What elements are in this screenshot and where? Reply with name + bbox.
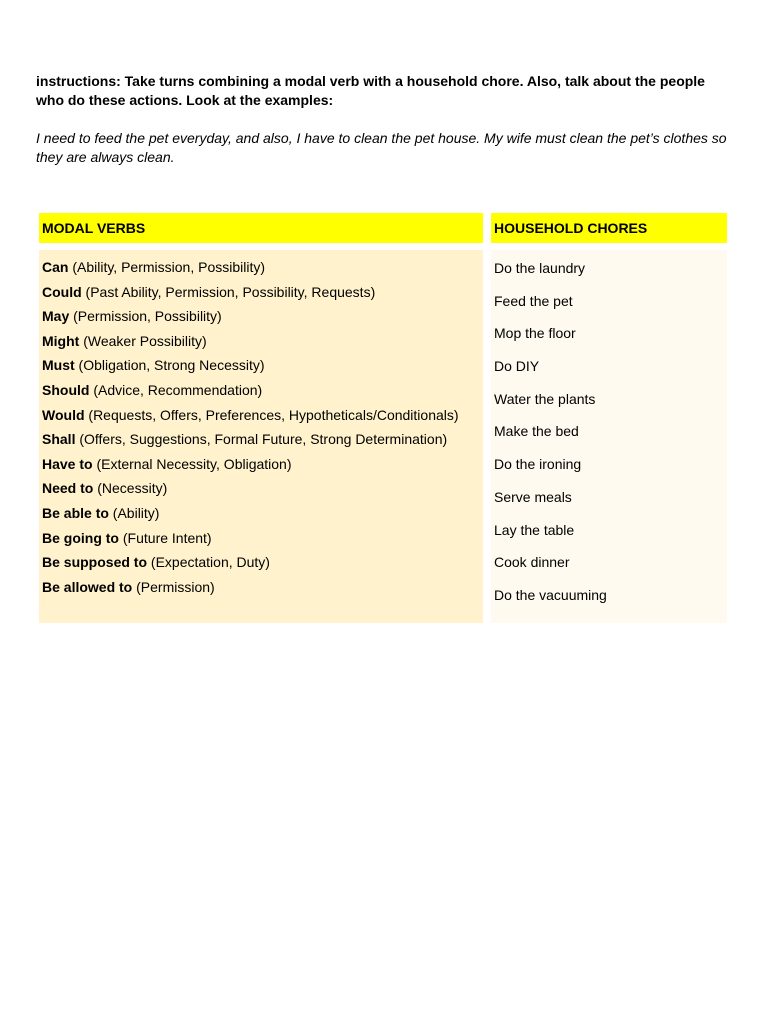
modal-meaning: (Expectation, Duty) <box>147 554 270 571</box>
chore-item: Make the bed <box>494 423 579 440</box>
modal-meaning: (Ability, Permission, Possibility) <box>68 259 266 275</box>
chore-item: Serve meals <box>494 488 572 505</box>
modal-verb: Could <box>42 283 82 300</box>
modal-verb-item <box>42 452 459 477</box>
modal-verb: Shall <box>42 431 76 448</box>
modal-verb-item <box>42 255 459 280</box>
household-chores-cell <box>491 250 727 623</box>
chore-item: Feed the pet <box>494 292 573 309</box>
modal-meaning: (Obligation, Strong Necessity) <box>74 357 265 374</box>
modal-verb: Have to <box>42 455 93 472</box>
chore-item: Mop the floor <box>494 325 576 342</box>
modal-verb-item <box>42 501 459 526</box>
modal-verbs-list <box>42 255 459 599</box>
modal-verb-item <box>42 329 459 354</box>
modal-verb-item <box>42 378 459 403</box>
modal-verb-item <box>42 575 459 600</box>
modal-verb-item <box>42 403 459 428</box>
modal-verb-item <box>42 427 459 452</box>
modal-meaning: (Ability) <box>108 504 160 521</box>
modal-meaning: (Permission, Possibility) <box>69 308 222 325</box>
vocabulary-table <box>39 213 727 623</box>
modal-verb: Need to <box>42 480 94 497</box>
modal-verbs-column <box>39 213 483 623</box>
modal-meaning: (Necessity) <box>93 480 168 497</box>
chore-item: Cook dinner <box>494 554 570 571</box>
modal-verb: Must <box>42 357 75 374</box>
modal-meaning: (Permission) <box>132 578 215 595</box>
instructions-text: instructions: Take turns combining a modal verb with a household chore. Also, talk about the people who do these actions. Look at the examples: <box>36 73 705 108</box>
modal-verb: Might <box>42 332 80 349</box>
modal-verb: Be going to <box>42 529 119 546</box>
modal-verb-item <box>42 476 459 501</box>
modal-meaning: (Weaker Possibility) <box>79 332 207 349</box>
modal-verbs-cell <box>39 250 483 623</box>
household-chores-header: HOUSEHOLD CHORES <box>491 213 727 243</box>
modal-meaning: (Offers, Suggestions, Formal Future, Strong Determination) <box>75 431 448 448</box>
example-text: I need to feed the pet everyday, and also, I have to clean the pet house. My wife must clean the pet’s clothes so they are always clean. <box>36 130 727 165</box>
modal-meaning: (Advice, Recommendation) <box>89 381 263 398</box>
modal-meaning: (Past Ability, Permission, Possibility, Requests) <box>81 283 376 300</box>
modal-verb-item <box>42 304 459 329</box>
modal-verb-item <box>42 353 459 378</box>
modal-verb-item <box>42 280 459 305</box>
modal-verb: May <box>42 308 70 325</box>
household-chores-list <box>494 256 607 616</box>
modal-verb: Be allowed to <box>42 578 133 595</box>
modal-verb: Would <box>42 406 85 423</box>
chore-item: Do the vacuuming <box>494 586 607 603</box>
modal-verb: Can <box>42 259 69 275</box>
modal-verb: Be able to <box>42 504 109 521</box>
chore-item: Do DIY <box>494 358 540 375</box>
modal-verb: Should <box>42 381 90 398</box>
chore-item: Do the laundry <box>494 260 586 276</box>
chore-item: Do the ironing <box>494 456 582 473</box>
chore-item: Lay the table <box>494 521 575 538</box>
modal-verb: Be supposed to <box>42 554 148 571</box>
modal-meaning: (Requests, Offers, Preferences, Hypotheticals/Conditionals) <box>84 406 459 423</box>
modal-verb-item <box>42 526 459 551</box>
household-chores-column <box>491 213 727 623</box>
modal-verb-item <box>42 550 459 575</box>
modal-verbs-header: MODAL VERBS <box>39 213 483 243</box>
modal-meaning: (Future Intent) <box>119 529 212 546</box>
chore-item: Water the plants <box>494 390 596 407</box>
modal-meaning: (External Necessity, Obligation) <box>92 455 292 472</box>
